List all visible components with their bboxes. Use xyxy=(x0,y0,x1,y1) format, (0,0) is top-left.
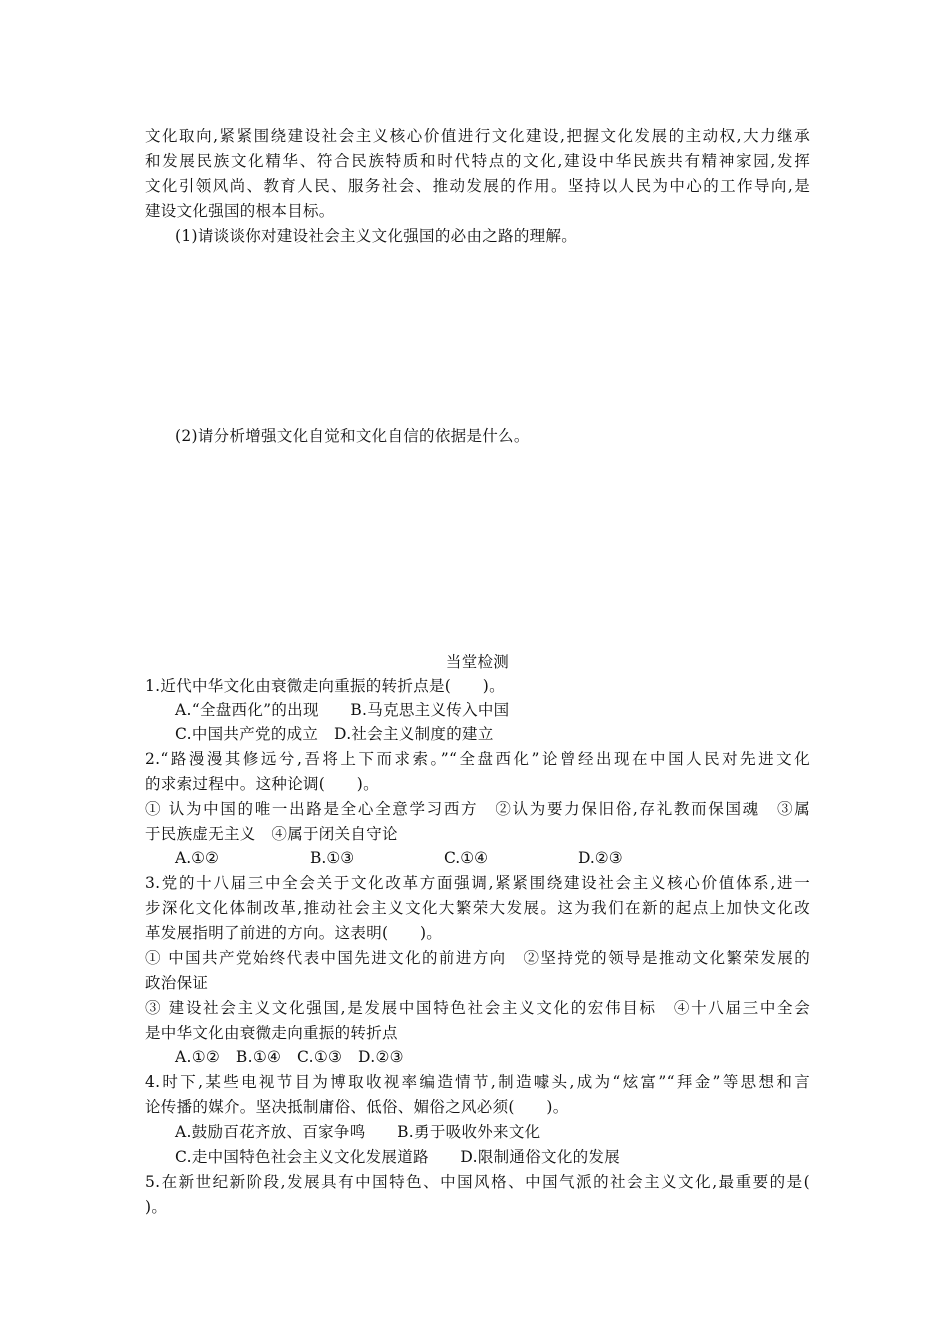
q4-options-line-2: C.走中国特色社会主义文化发展道路 D.限制通俗文化的发展 xyxy=(175,1148,621,1166)
q3-item-line-4: 是中华文化由衰微走向重振的转折点 xyxy=(145,1024,398,1042)
q3-item-line-2: 政治保证 xyxy=(145,974,209,992)
q3-options: A.①② B.①④ C.①③ D.②③ xyxy=(175,1048,404,1066)
passage-line-2: 和发展民族文化精华、符合民族特质和时代特点的文化,建设中华民族共有精神家园,发挥 xyxy=(145,152,810,170)
q3-item-line-3: ③ 建设社会主义文化强国,是发展中国特色社会主义文化的宏伟目标 ④十八届三中全会 xyxy=(145,999,810,1017)
q3-stem-line-1: 3.党的十八届三中全会关于文化改革方面强调,紧紧围绕建设社会主义核心价值体系,进一 xyxy=(145,874,810,892)
section-title: 当堂检测 xyxy=(445,653,510,671)
q2-option-a: A.①② xyxy=(175,849,219,867)
passage-question-2: (2)请分析增强文化自觉和文化自信的依据是什么。 xyxy=(175,427,530,445)
q3-stem-line-3: 革发展指明了前进的方向。这表明( )。 xyxy=(145,924,443,942)
passage-line-1: 文化取向,紧紧围绕建设社会主义核心价值进行文化建设,把握文化发展的主动权,大力继承 xyxy=(145,127,810,145)
q4-stem-line-2: 论传播的媒介。坚决抵制庸俗、低俗、媚俗之风必须( )。 xyxy=(145,1098,569,1116)
q1-options-line-2: C.中国共产党的成立 D.社会主义制度的建立 xyxy=(175,725,494,743)
q3-item-line-1: ① 中国共产党始终代表中国先进文化的前进方向 ②坚持党的领导是推动文化繁荣发展的 xyxy=(145,949,810,967)
q2-option-d: D.②③ xyxy=(578,849,623,867)
q3-stem-line-2: 步深化文化体制改革,推动社会主义文化大繁荣大发展。这为我们在新的起点上加快文化改 xyxy=(145,899,810,917)
passage-line-3: 文化引领风尚、教育人民、服务社会、推动发展的作用。坚持以人民为中心的工作导向,是 xyxy=(145,177,810,195)
q1-options-line-1: A.“全盘西化”的出现 B.马克思主义传入中国 xyxy=(175,701,510,719)
q2-item-line-1: ① 认为中国的唯一出路是全心全意学习西方 ②认为要力保旧俗,存礼教而保国魂 ③属 xyxy=(145,800,810,818)
q2-option-b: B.①③ xyxy=(310,849,355,867)
q2-item-line-2: 于民族虚无主义 ④属于闭关自守论 xyxy=(145,825,398,843)
passage-line-4: 建设文化强国的根本目标。 xyxy=(145,202,335,220)
passage-question-1: (1)请谈谈你对建设社会主义文化强国的必由之路的理解。 xyxy=(175,227,578,245)
q4-options-line-1: A.鼓励百花齐放、百家争鸣 B.勇于吸收外来文化 xyxy=(175,1123,541,1141)
q5-stem-line-2: )。 xyxy=(145,1198,168,1216)
q4-stem-line-1: 4.时下,某些电视节目为博取收视率编造情节,制造噱头,成为“炫富”“拜金”等思想和言 xyxy=(145,1073,810,1091)
q2-option-c: C.①④ xyxy=(444,849,489,867)
q2-stem-line-2: 的求索过程中。这种论调( )。 xyxy=(145,775,379,793)
q5-stem-line-1: 5.在新世纪新阶段,发展具有中国特色、中国风格、中国气派的社会主义文化,最重要的是( xyxy=(145,1173,810,1191)
q2-stem-line-1: 2.“路漫漫其修远兮,吾将上下而求索。”“全盘西化”论曾经出现在中国人民对先进文化 xyxy=(145,750,810,768)
q1-stem: 1.近代中华文化由衰微走向重振的转折点是( )。 xyxy=(145,677,505,695)
